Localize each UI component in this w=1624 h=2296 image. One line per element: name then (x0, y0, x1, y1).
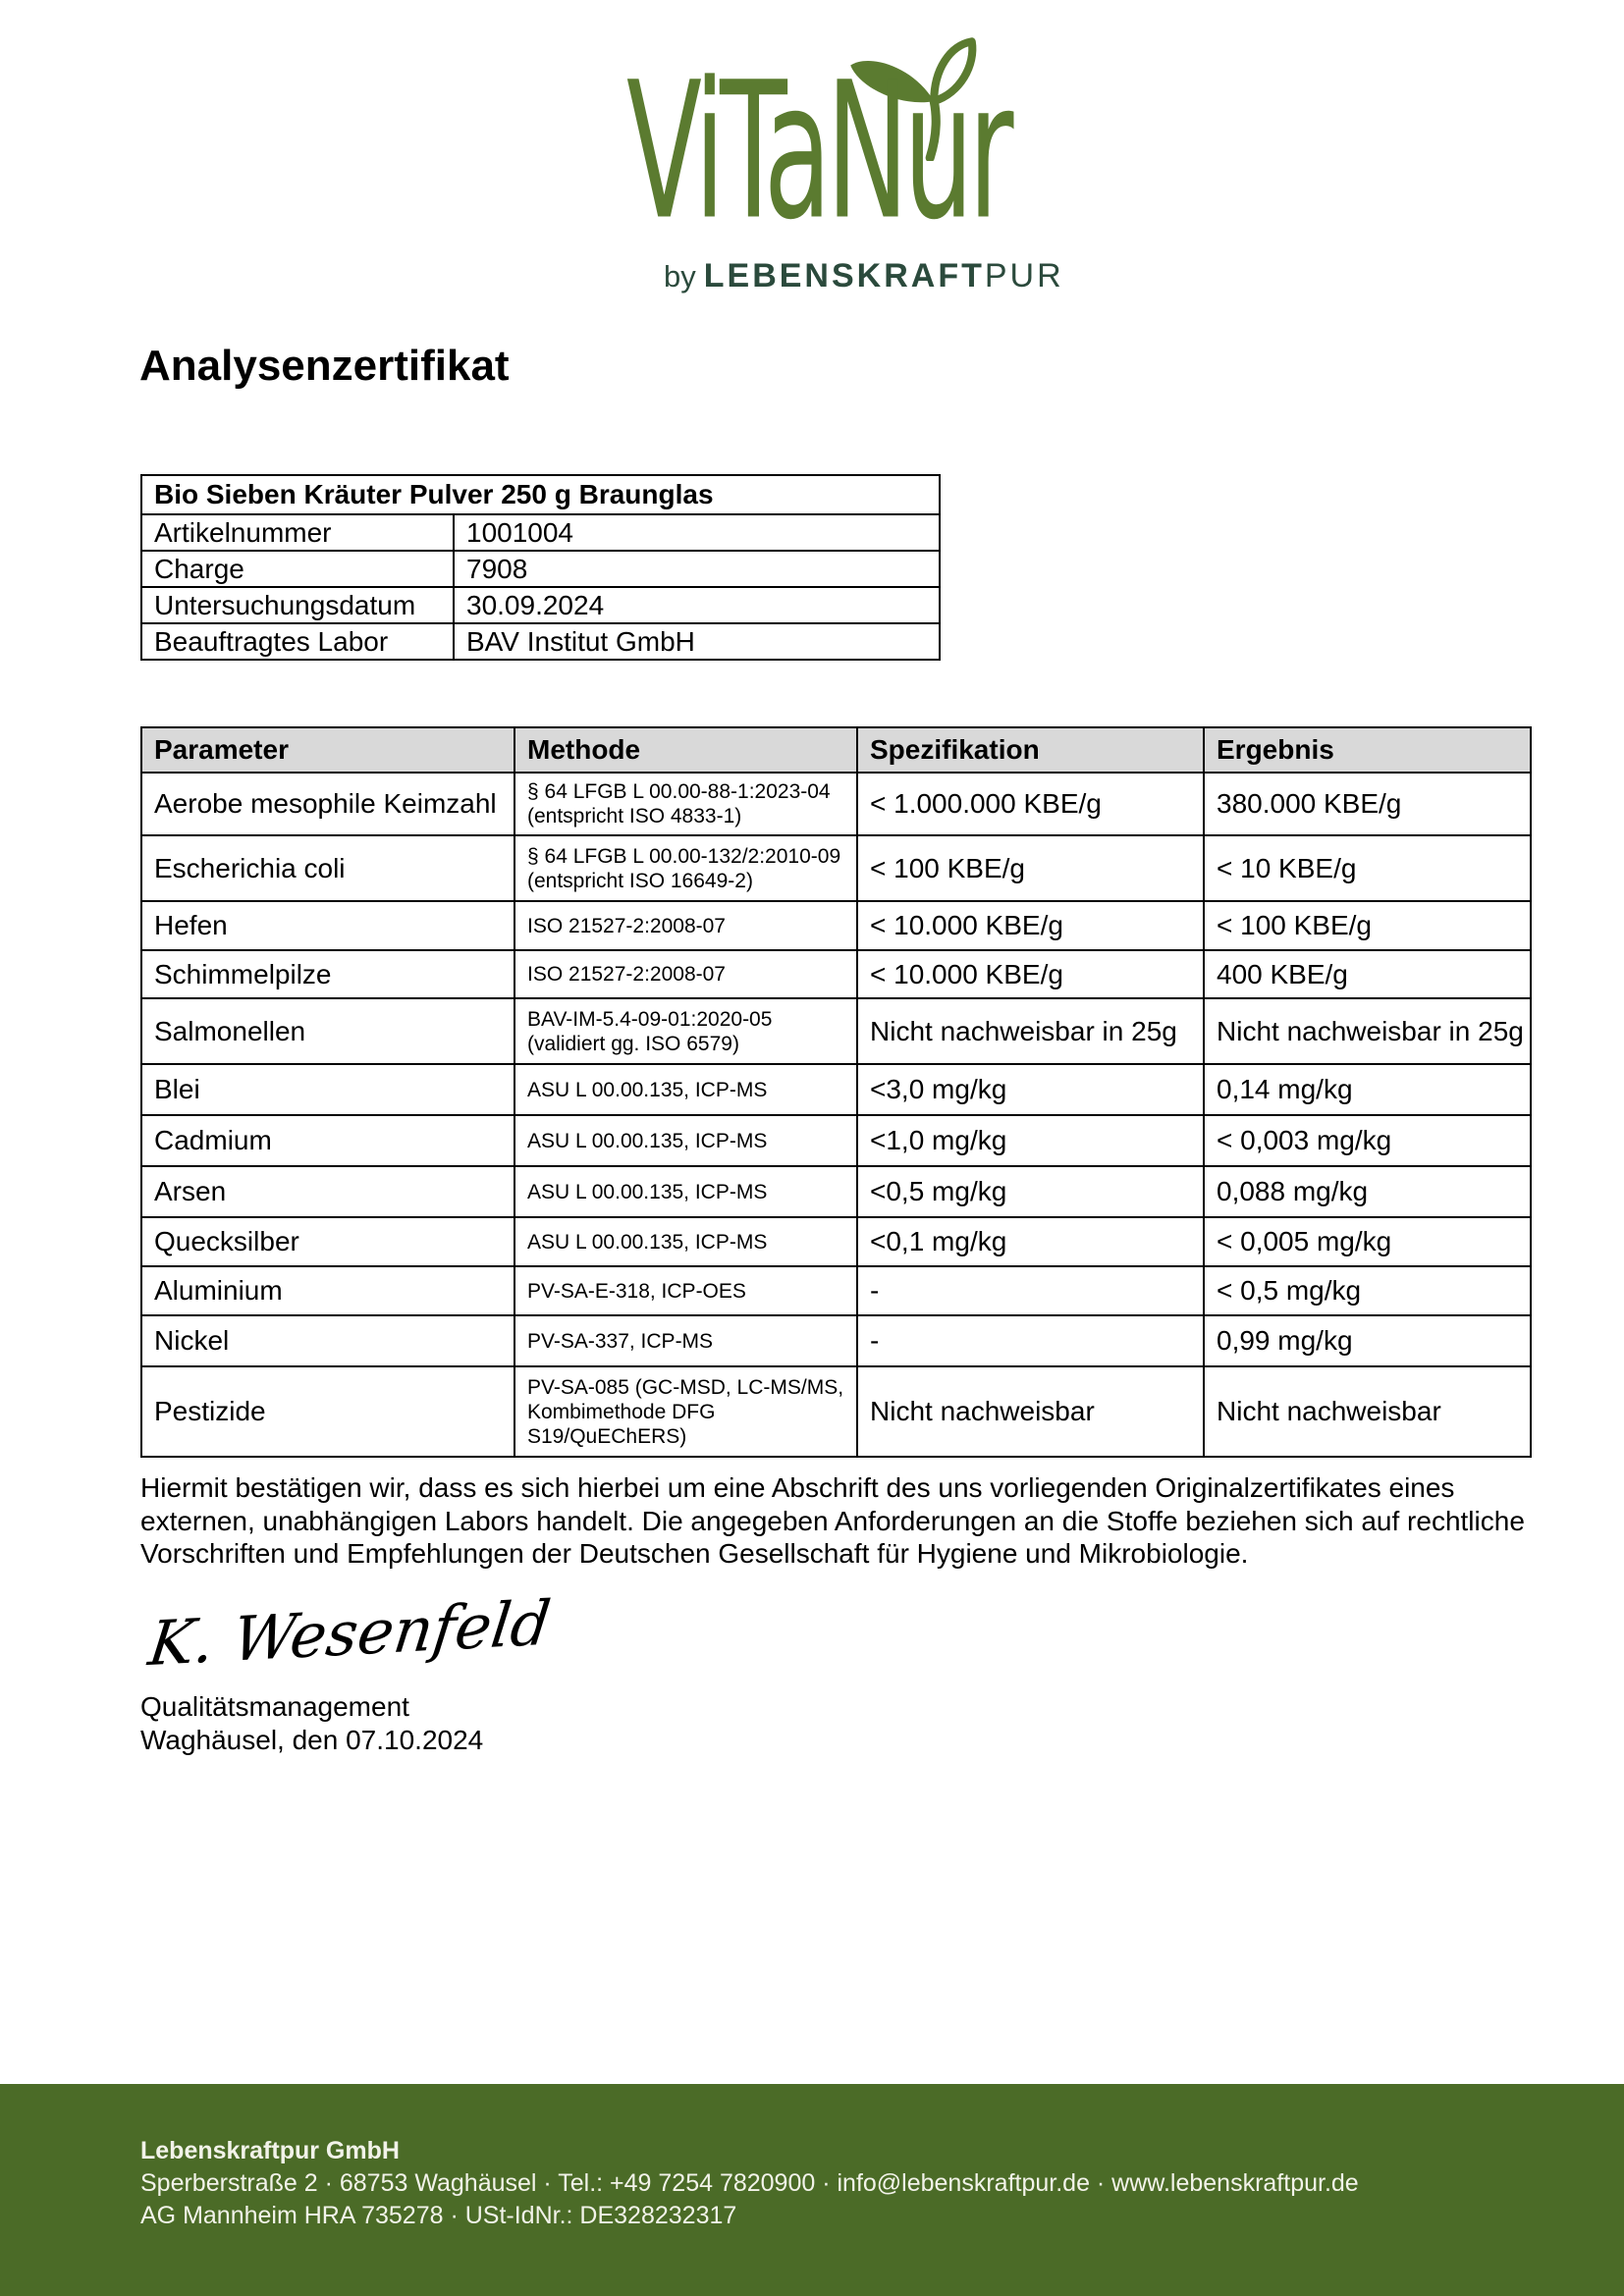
spezifikation-cell: <1,0 mg/kg (857, 1115, 1204, 1166)
parameter-cell: Quecksilber (141, 1217, 514, 1266)
footer-registry: AG Mannheim HRA 735278 · USt-IdNr.: DE328232317 (140, 2202, 737, 2229)
table-row (141, 1266, 1531, 1315)
parameter-cell: Escherichia coli (141, 835, 514, 901)
table-row (141, 623, 940, 660)
spezifikation-cell: < 10.000 KBE/g (857, 901, 1204, 950)
methode-cell: ASU L 00.00.135, ICP-MS (514, 1064, 857, 1115)
info-label: Charge (141, 551, 454, 587)
confirmation-line: Vorschriften und Empfehlungen der Deutschen Gesellschaft für Hygiene und Mikrobiologie. (140, 1538, 1249, 1569)
table-header-row (141, 727, 1531, 773)
spezifikation-cell: < 10.000 KBE/g (857, 950, 1204, 998)
parameter-cell: Schimmelpilze (141, 950, 514, 998)
methode-cell: § 64 LFGB L 00.00-88-1:2023-04 (entspricht ISO 4833-1) (514, 773, 857, 835)
parameter-cell: Hefen (141, 901, 514, 950)
table-row (141, 835, 1531, 901)
methode-cell: ASU L 00.00.135, ICP-MS (514, 1166, 857, 1217)
table-row (141, 1315, 1531, 1366)
ergebnis-cell: < 10 KBE/g (1204, 835, 1531, 901)
confirmation-line: externen, unabhängigen Labors handelt. Die angegeben Anforderungen an die Stoffe beziehen sich auf rechtliche (140, 1505, 1525, 1536)
brand-name-light: PUR (984, 257, 1064, 294)
parameter-cell: Nickel (141, 1315, 514, 1366)
methode-cell: ISO 21527-2:2008-07 (514, 950, 857, 998)
parameter-cell: Cadmium (141, 1115, 514, 1166)
table-row (141, 1115, 1531, 1166)
spezifikation-cell: < 1.000.000 KBE/g (857, 773, 1204, 835)
info-value: 30.09.2024 (454, 587, 940, 623)
methode-cell: PV-SA-337, ICP-MS (514, 1315, 857, 1366)
product-info-table (140, 474, 941, 661)
spezifikation-cell: - (857, 1315, 1204, 1366)
table-row (141, 773, 1531, 835)
ergebnis-cell: < 100 KBE/g (1204, 901, 1531, 950)
column-header-parameter: Parameter (141, 727, 514, 773)
signature-role: Qualitätsmanagement (140, 1691, 409, 1722)
table-row (141, 551, 940, 587)
ergebnis-cell: 0,14 mg/kg (1204, 1064, 1531, 1115)
info-label: Artikelnummer (141, 514, 454, 551)
methode-cell: PV-SA-E-318, ICP-OES (514, 1266, 857, 1315)
confirmation-line: Hiermit bestätigen wir, dass es sich hierbei um eine Abschrift des uns vorliegenden Originalzertifikates eines (140, 1472, 1455, 1503)
handwritten-signature: K. Wesenfeld (144, 1586, 555, 1681)
spezifikation-cell: - (857, 1266, 1204, 1315)
ergebnis-cell: 380.000 KBE/g (1204, 773, 1531, 835)
brand-name-bold: LEBENSKRAFT (703, 257, 985, 294)
footer-address: Sperberstraße 2 · 68753 Waghäusel · Tel.: +49 7254 7820900 · info@lebenskraftpur.de · www.lebenskraftpur.de (140, 2169, 1359, 2197)
column-header-spezifikation: Spezifikation (857, 727, 1204, 773)
spezifikation-cell: <3,0 mg/kg (857, 1064, 1204, 1115)
results-tbody (141, 773, 1531, 1457)
methode-cell: ISO 21527-2:2008-07 (514, 901, 857, 950)
footer-company: Lebenskraftpur GmbH (140, 2137, 400, 2164)
byline-prefix: by (664, 259, 696, 294)
info-value: BAV Institut GmbH (454, 623, 940, 660)
spezifikation-cell: Nicht nachweisbar in 25g (857, 998, 1204, 1064)
info-value: 7908 (454, 551, 940, 587)
footer-text (140, 2135, 1359, 2232)
table-row (141, 998, 1531, 1064)
product-name: Bio Sieben Kräuter Pulver 250 g Braunglas (141, 475, 940, 514)
table-row (141, 1064, 1531, 1115)
signature-place-date: Waghäusel, den 07.10.2024 (140, 1725, 484, 1755)
parameter-cell: Blei (141, 1064, 514, 1115)
parameter-cell: Pestizide (141, 1366, 514, 1457)
logo-wordmark: ViTaNur (626, 41, 1009, 262)
parameter-cell: Aerobe mesophile Keimzahl (141, 773, 514, 835)
logo-byline (664, 257, 1064, 295)
parameter-cell: Arsen (141, 1166, 514, 1217)
table-row (141, 1366, 1531, 1457)
table-row (141, 1166, 1531, 1217)
page-title: Analysenzertifikat (139, 342, 510, 390)
table-row (141, 950, 1531, 998)
ergebnis-cell: Nicht nachweisbar (1204, 1366, 1531, 1457)
table-row (141, 1217, 1531, 1266)
footer-band (0, 2084, 1624, 2296)
parameter-cell: Aluminium (141, 1266, 514, 1315)
column-header-methode: Methode (514, 727, 857, 773)
ergebnis-cell: 0,088 mg/kg (1204, 1166, 1531, 1217)
ergebnis-cell: < 0,005 mg/kg (1204, 1217, 1531, 1266)
spezifikation-cell: Nicht nachweisbar (857, 1366, 1204, 1457)
table-row (141, 901, 1531, 950)
ergebnis-cell: < 0,003 mg/kg (1204, 1115, 1531, 1166)
confirmation-paragraph (140, 1471, 1525, 1571)
info-label: Beauftragtes Labor (141, 623, 454, 660)
methode-cell: ASU L 00.00.135, ICP-MS (514, 1217, 857, 1266)
table-row (141, 514, 940, 551)
parameter-cell: Salmonellen (141, 998, 514, 1064)
methode-cell: § 64 LFGB L 00.00-132/2:2010-09 (entspricht ISO 16649-2) (514, 835, 857, 901)
info-value: 1001004 (454, 514, 940, 551)
methode-cell: ASU L 00.00.135, ICP-MS (514, 1115, 857, 1166)
table-row (141, 475, 940, 514)
spezifikation-cell: < 100 KBE/g (857, 835, 1204, 901)
ergebnis-cell: < 0,5 mg/kg (1204, 1266, 1531, 1315)
methode-cell: PV-SA-085 (GC-MSD, LC-MS/MS, Kombimethode DFG S19/QuEChERS) (514, 1366, 857, 1457)
ergebnis-cell: 0,99 mg/kg (1204, 1315, 1531, 1366)
info-label: Untersuchungsdatum (141, 587, 454, 623)
ergebnis-cell: Nicht nachweisbar in 25g (1204, 998, 1531, 1064)
results-table (140, 726, 1532, 1458)
table-row (141, 587, 940, 623)
spezifikation-cell: <0,1 mg/kg (857, 1217, 1204, 1266)
methode-cell: BAV-IM-5.4-09-01:2020-05 (validiert gg. ISO 6579) (514, 998, 857, 1064)
ergebnis-cell: 400 KBE/g (1204, 950, 1531, 998)
spezifikation-cell: <0,5 mg/kg (857, 1166, 1204, 1217)
column-header-ergebnis: Ergebnis (1204, 727, 1531, 773)
